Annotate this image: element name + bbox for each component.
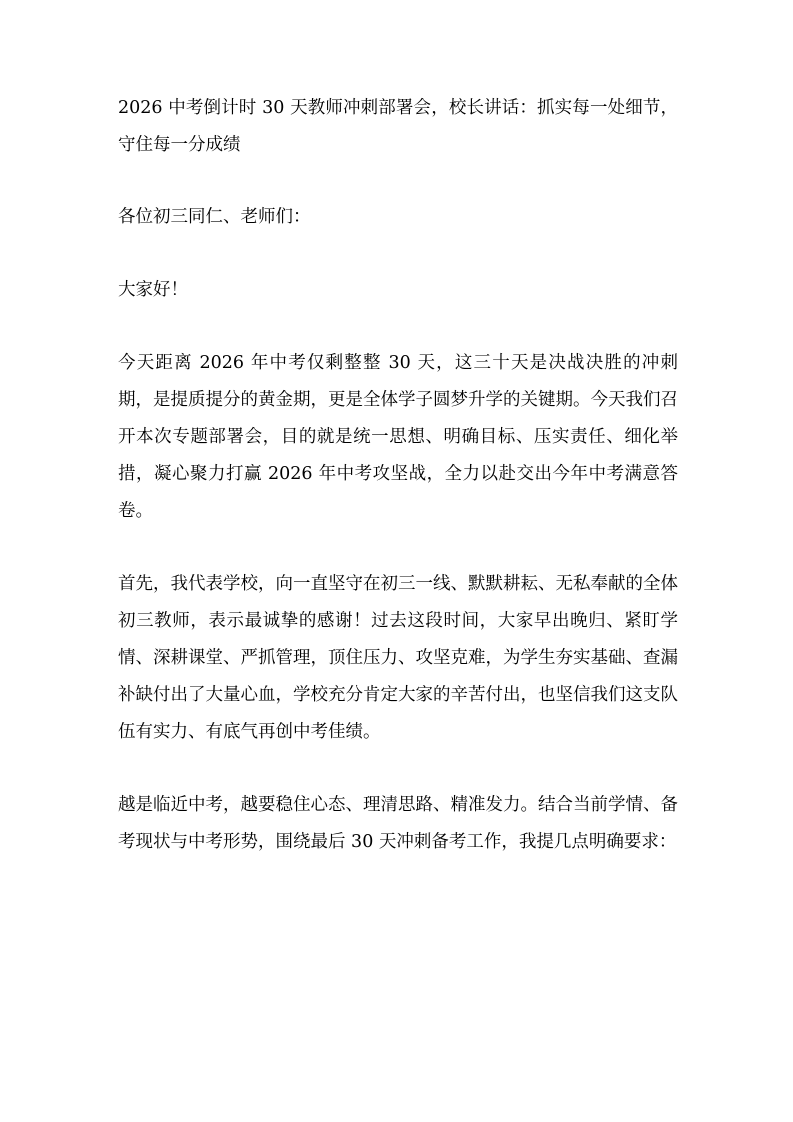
body-paragraph: 首先，我代表学校，向一直坚守在初三一线、默默耕耘、无私奉献的全体初三教师，表示最诚挚的感谢！过去这段时间，大家早出晚归、紧盯学情、深耕课堂、严抓管理，顶住压力、攻坚克难，为学生夯实基础、查漏补缺付出了大量心血，学校充分肯定大家的辛苦付出，也坚信我们这支队伍有实力、有底气再创中考佳绩。 bbox=[118, 574, 678, 742]
document-title: 2026 中考倒计时 30 天教师冲刺部署会，校长讲话：抓实每一处细节，守住每一分成绩 bbox=[118, 98, 678, 155]
body-paragraph: 今天距离 2026 年中考仅剩整整 30 天，这三十天是决战决胜的冲刺期，是提质提分的黄金期，更是全体学子圆梦升学的关键期。今天我们召开本次专题部署会，目的就是统一思想、明确目标、压实责任、细化举措，凝心聚力打赢 2026 年中考攻坚战，全力以赴交出今年中考满意答卷。 bbox=[118, 353, 678, 521]
salutation-paragraph: 各位初三同仁、老师们： bbox=[118, 207, 311, 227]
body-paragraph: 越是临近中考，越要稳住心态、理清思路、精准发力。结合当前学情、备考现状与中考形势，围绕最后 30 天冲刺备考工作，我提几点明确要求： bbox=[118, 795, 678, 852]
document-page bbox=[118, 90, 678, 897]
greeting-paragraph: 大家好！ bbox=[118, 280, 188, 300]
